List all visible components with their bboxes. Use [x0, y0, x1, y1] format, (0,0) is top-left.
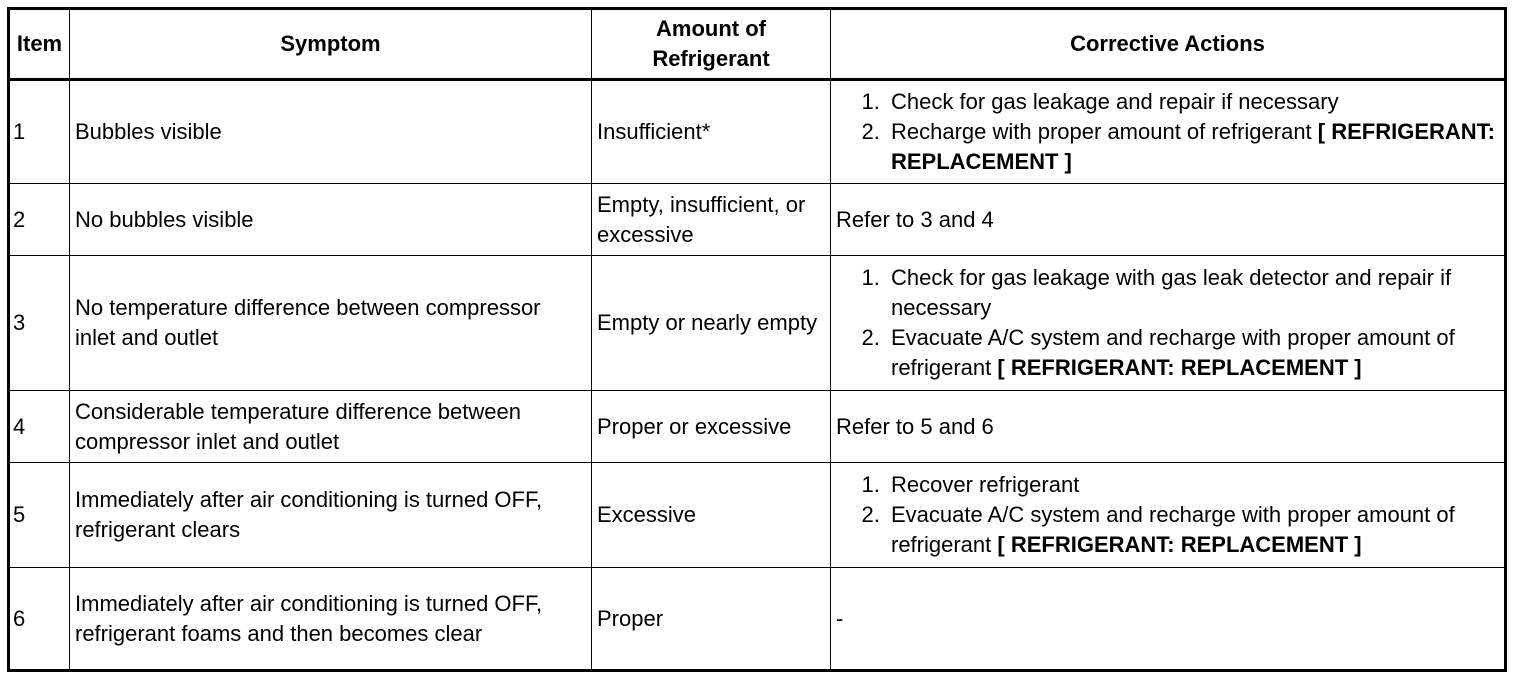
table-row [9, 391, 1506, 463]
refrigerant-diagnosis-table [7, 7, 1507, 672]
action-step: 1. Check for gas leakage and repair if necessary [886, 87, 1499, 117]
symptom-cell: Immediately after air conditioning is turned OFF, refrigerant foams and then becomes clear [70, 568, 592, 671]
item-cell: 4 [9, 391, 70, 463]
header-amount-line1: Amount of [656, 16, 766, 41]
symptom-cell: No bubbles visible [70, 184, 592, 256]
header-actions: Corrective Actions [831, 9, 1506, 80]
amount-cell: Proper or excessive [592, 391, 831, 463]
table-row [9, 80, 1506, 184]
actions-list [836, 470, 1499, 560]
actions-cell [831, 463, 1506, 568]
action-step: 1. Check for gas leakage with gas leak detector and repair if necessary [886, 263, 1499, 323]
amount-cell: Proper [592, 568, 831, 671]
actions-list [836, 263, 1499, 383]
symptom-cell: Considerable temperature difference between compressor inlet and outlet [70, 391, 592, 463]
item-cell: 1 [9, 80, 70, 184]
actions-cell: Refer to 3 and 4 [831, 184, 1506, 256]
reference-link[interactable]: [ REFRIGERANT: REPLACEMENT ] [997, 532, 1362, 557]
action-step: 1. Recover refrigerant [886, 470, 1499, 500]
actions-cell [831, 256, 1506, 391]
symptom-cell: No temperature difference between compressor inlet and outlet [70, 256, 592, 391]
table-row [9, 463, 1506, 568]
table-row [9, 256, 1506, 391]
action-step: 2. Recharge with proper amount of refrigerant [ REFRIGERANT: REPLACEMENT ] [886, 117, 1499, 177]
actions-list [836, 87, 1499, 177]
header-amount [592, 9, 831, 80]
item-cell: 6 [9, 568, 70, 671]
amount-cell: Empty, insufficient, or excessive [592, 184, 831, 256]
header-symptom: Symptom [70, 9, 592, 80]
item-cell: 5 [9, 463, 70, 568]
action-step: 2. Evacuate A/C system and recharge with proper amount of refrigerant [ REFRIGERANT: REPLACEMENT ] [886, 323, 1499, 383]
symptom-cell: Immediately after air conditioning is turned OFF, refrigerant clears [70, 463, 592, 568]
reference-link[interactable]: [ REFRIGERANT: REPLACEMENT ] [997, 355, 1362, 380]
amount-cell: Excessive [592, 463, 831, 568]
actions-cell: - [831, 568, 1506, 671]
actions-cell [831, 80, 1506, 184]
table-row [9, 184, 1506, 256]
reference-link[interactable]: [ REFRIGERANT: REPLACEMENT ] [891, 119, 1496, 174]
action-step: 2. Evacuate A/C system and recharge with proper amount of refrigerant [ REFRIGERANT: REPLACEMENT ] [886, 500, 1499, 560]
actions-cell: Refer to 5 and 6 [831, 391, 1506, 463]
amount-cell: Insufficient* [592, 80, 831, 184]
header-row [9, 9, 1506, 80]
item-cell: 3 [9, 256, 70, 391]
item-cell: 2 [9, 184, 70, 256]
amount-cell: Empty or nearly empty [592, 256, 831, 391]
header-amount-line2: Refrigerant [652, 46, 770, 71]
symptom-cell: Bubbles visible [70, 80, 592, 184]
table-row [9, 568, 1506, 671]
header-item: Item [9, 9, 70, 80]
